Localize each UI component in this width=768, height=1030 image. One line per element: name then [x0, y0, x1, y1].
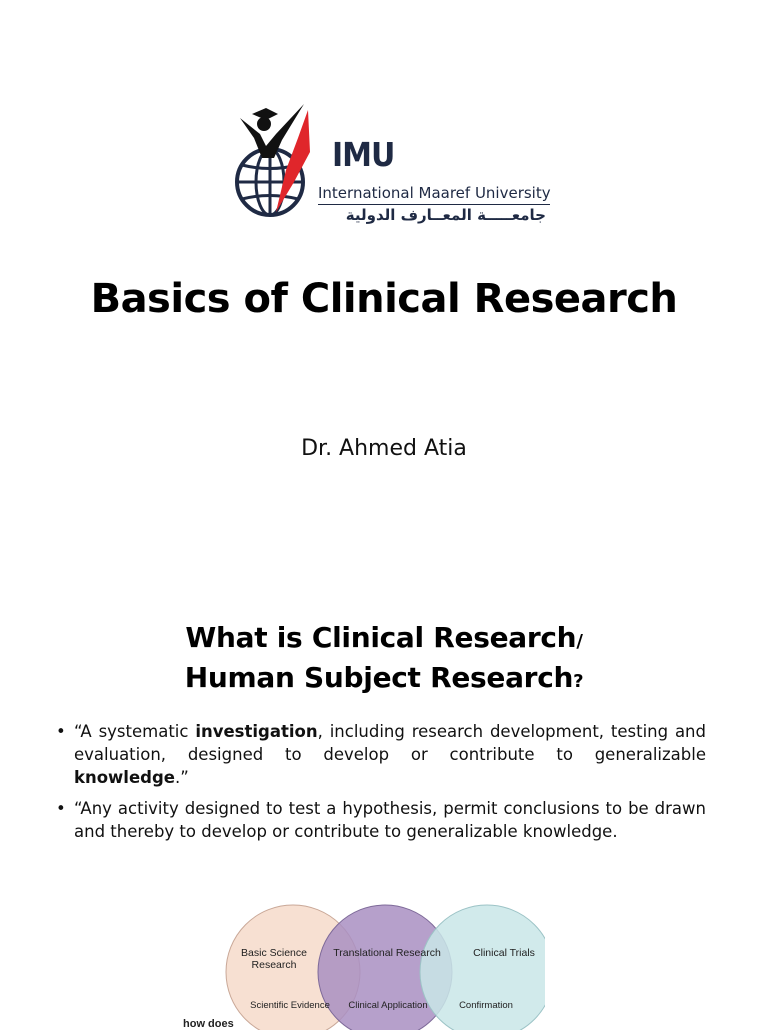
heading-question-mark: ? — [573, 671, 584, 692]
slide-heading — [0, 620, 768, 700]
globe-graduate-emblem-icon — [232, 100, 322, 230]
bullet-icon: • — [56, 722, 66, 741]
venn-caption-confirmation: Confirmation — [459, 1000, 513, 1011]
heading-line2: Human Subject Research — [184, 661, 574, 694]
author-name: Dr. Ahmed Atia — [301, 436, 467, 461]
venn-caption-clinical-application: Clinical Application — [348, 1000, 428, 1011]
list-item — [56, 720, 706, 789]
bullet-text: “A systematic — [74, 722, 196, 741]
logo-abbreviation: IMU — [332, 136, 395, 175]
bold-term: investigation — [195, 722, 318, 741]
heading-line1: What is Clinical Research — [185, 621, 577, 654]
cropped-caption: how does — [183, 1018, 234, 1030]
list-item — [56, 797, 706, 843]
logo-name-english: International Maaref University — [318, 184, 551, 202]
venn-caption-scientific-evidence: Scientific Evidence — [250, 1000, 330, 1011]
bullet-icon: • — [56, 799, 66, 818]
bullet-text: “Any activity designed to test a hypothesis, permit conclusions to be drawn and thereby to develop or contribute to generalizable knowledge. — [74, 799, 706, 841]
bullet-text: .” — [174, 768, 189, 787]
definition-list — [56, 720, 706, 851]
venn-label-line: Research — [251, 959, 297, 971]
bold-term: knowledge — [74, 768, 175, 787]
heading-slash: / — [576, 631, 583, 652]
venn-label-line: Basic Science — [241, 947, 307, 959]
definition-slide — [0, 560, 768, 1030]
slide-title: Basics of Clinical Research — [90, 276, 678, 322]
research-venn-diagram — [225, 890, 545, 1030]
logo-name-arabic: جامعـــــة المعــارف الدولية — [345, 206, 546, 224]
venn-label-clinical-trials: Clinical Trials — [473, 947, 535, 959]
venn-label-basic-science — [231, 947, 317, 971]
logo-divider — [318, 204, 550, 205]
bullet-text: , including research development, testing and evaluation, designed to develop or contribute to generalizable — [74, 722, 706, 764]
university-logo — [232, 100, 562, 240]
venn-label-translational: Translational Research — [333, 947, 441, 959]
